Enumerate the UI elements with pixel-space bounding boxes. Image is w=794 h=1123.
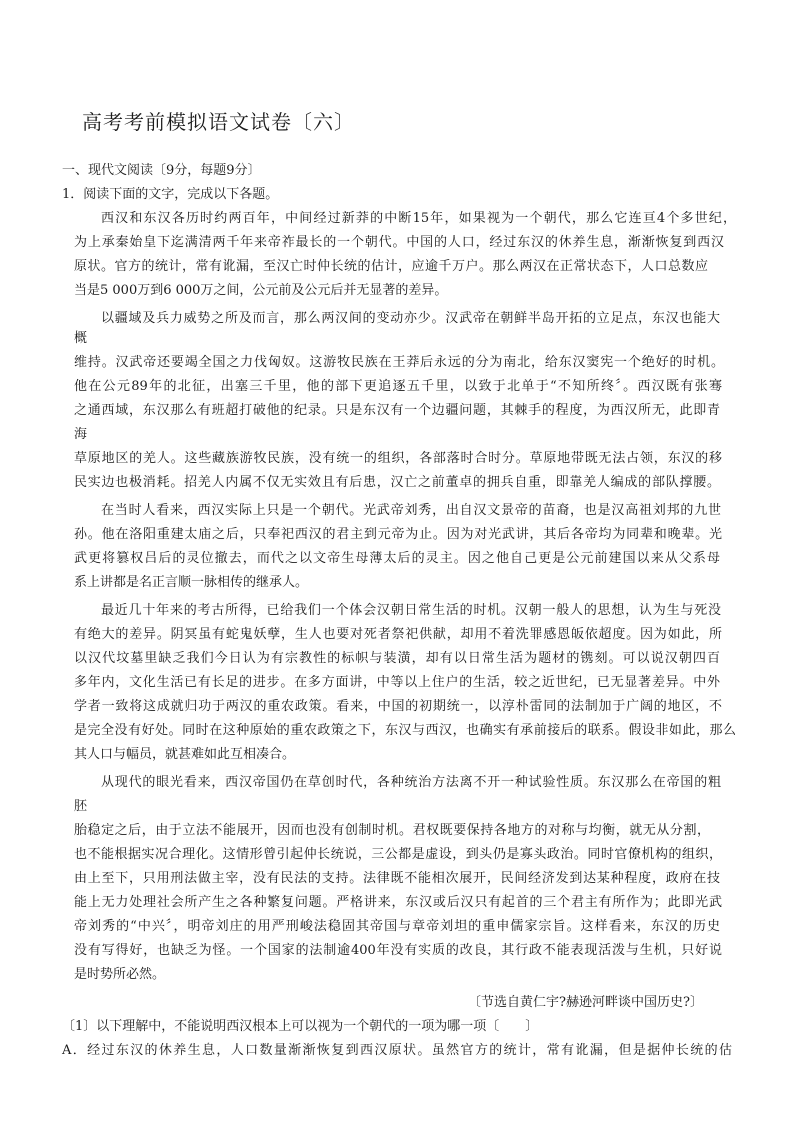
passage-line: 维持。汉武帝还要竭全国之力伐匈奴。这游牧民族在王莽后永远的分为南北，给东汉窦宪一个绝好的时机。	[74, 355, 724, 370]
question-1: 〔1〕以下理解中，不能说明西汉根本上可以视为一个朝代的一项为哪一项〔 〕	[62, 1019, 539, 1034]
passage-line: 多年内，文化生活已有长足的进步。在多方面讲，中等以上住户的生活，较之近世纪，已无显著差异。中外	[74, 675, 720, 690]
passage-line: 之通西域，东汉那么有班超打破他的纪录。只是东汉有一个边疆问题，其棘手的程度，为西汉所无，此即青	[74, 403, 720, 418]
passage-line: 西汉和东汉各历时约两百年，中间经过新莽的中断15年，如果视为一个朝代，那么它连亘4个多世纪，	[101, 211, 736, 226]
passage-line: 学者一致将这成就归功于两汉的重农政策。看来，中国的初期统一，以淳朴雷同的法制加于广阔的地区，不	[74, 699, 722, 714]
passage-line: 最近几十年来的考古所得，已给我们一个体会汉朝日常生活的时机。汉朝一般人的思想，认为生与死没	[101, 603, 721, 618]
question-intro: 1．阅读下面的文字，完成以下各题。	[62, 187, 279, 202]
passage-line: 民实边也极消耗。招羌人内属不仅无实效且有后患，汉亡之前董卓的拥兵自重，即靠羌人编成的部队撑腰。	[74, 475, 720, 490]
passage-line: 胎稳定之后，由于立法不能展开，因而也没有创制时机。君权既要保持各地方的对称与均衡，就无从分割，	[74, 823, 710, 838]
passage-line: 从现代的眼光看来，西汉帝国仍在草创时代，各种统治方法离不开一种试验性质。东汉那么在帝国的粗	[101, 775, 721, 790]
passage-line: 其人口与幅员，就甚难如此互相凑合。	[74, 747, 296, 762]
passage-line: 以汉代坟墓里缺乏我们今日认为有宗教性的标帜与装潢，却有以日常生活为题材的镌刻。可以说汉朝四百	[74, 651, 720, 666]
passage-line: 能上无力处理社会所产生之各种繁复问题。严格讲来，东汉或后汉只有起首的三个君主有所作为；此即光武	[74, 895, 722, 910]
page-title: 高考考前模拟语文试卷〔六〕	[82, 110, 355, 134]
passage-line: 概	[74, 331, 88, 346]
passage-line: 当是5 000万到6 000万之间，公元前及公元后并无显著的差异。	[74, 283, 448, 298]
passage-line: 以疆域及兵力威势之所及而言，那么两汉间的变动亦少。汉武帝在朝鲜半岛开拓的立足点，东汉也能大	[101, 311, 720, 326]
option-a: A．经过东汉的休养生息，人口数量渐渐恢复到西汉原状。虽然官方的统计，常有讹漏，但是据仲长统的估	[62, 1043, 732, 1058]
source-citation: 〔节选自黄仁宇?赫逊河畔谈中国历史?〕	[468, 995, 703, 1010]
passage-line: 为上承秦始皇下迄满清两千年来帝祚最长的一个朝代。中国的人口，经过东汉的休养生息，渐渐恢复到西汉	[74, 235, 724, 250]
passage-line: 是时势所必然。	[74, 967, 166, 982]
passage-line: 孙。他在洛阳重建太庙之后，只奉祀西汉的君主到元帝为止。因为对光武讲，其后各帝均为同辈和晚辈。光	[74, 527, 722, 542]
passage-line: 帝刘秀的“中兴〞，明帝刘庄的用严刑峻法稳固其帝国与章帝刘坦的重申儒家宗旨。这样看来，东汉的历史	[74, 919, 720, 934]
passage-line: 也不能根据实况合理化。这情形曾引起仲长统说，三公都是虚设，到头仍是寡头政治。同时官僚机构的组织，	[74, 847, 722, 862]
section-heading: 一、现代文阅读〔9分，每题9分〕	[62, 163, 261, 178]
passage-line: 海	[74, 427, 88, 442]
passage-line: 有绝大的差异。阴冥虽有蛇鬼妖孽，生人也要对死者祭祀供献，却用不着洗罪感恩皈依超度。因为如此，所	[74, 627, 722, 642]
passage-line: 草原地区的羌人。这些藏族游牧民族，没有统一的组织，各部落时合时分。草原地带既无法占领，东汉的移	[74, 451, 722, 466]
passage-line: 他在公元89年的北征，出塞三千里，他的部下更追逐五千里，以致于北单于“不知所终〞。西汉既有张骞	[74, 379, 722, 394]
passage-line: 没有写得好，也缺乏为怪。一个国家的法制逾400年没有实质的改良，其行政不能表现活泼与生机，只好说	[74, 943, 722, 958]
passage-line: 由上至下，只用刑法做主宰，没有民法的支持。法律既不能相次展开，民间经济发到达某种程度，政府在技	[74, 871, 720, 886]
passage-line: 武更将篡权吕后的灵位撤去，而代之以文帝生母薄太后的灵主。因之他自己更是公元前建国以来从父系母	[74, 551, 720, 566]
passage-line: 系上讲都是名正言顺一脉相传的继承人。	[74, 575, 309, 590]
passage-line: 在当时人看来，西汉实际上只是一个朝代。光武帝刘秀，出自汉文景帝的苗裔，也是汉高祖刘邦的九世	[101, 503, 721, 518]
passage-line: 原状。官方的统计，常有讹漏，至汉亡时仲长统的估计，应逾千万户。那么两汉在正常状态下，人口总数应	[74, 259, 708, 274]
passage-line: 胚	[74, 799, 88, 814]
passage-line: 是完全没有好处。同时在这种原始的重农政策之下，东汉与西汉，也确实有承前接后的联系。假设非如此，那么	[74, 723, 736, 738]
